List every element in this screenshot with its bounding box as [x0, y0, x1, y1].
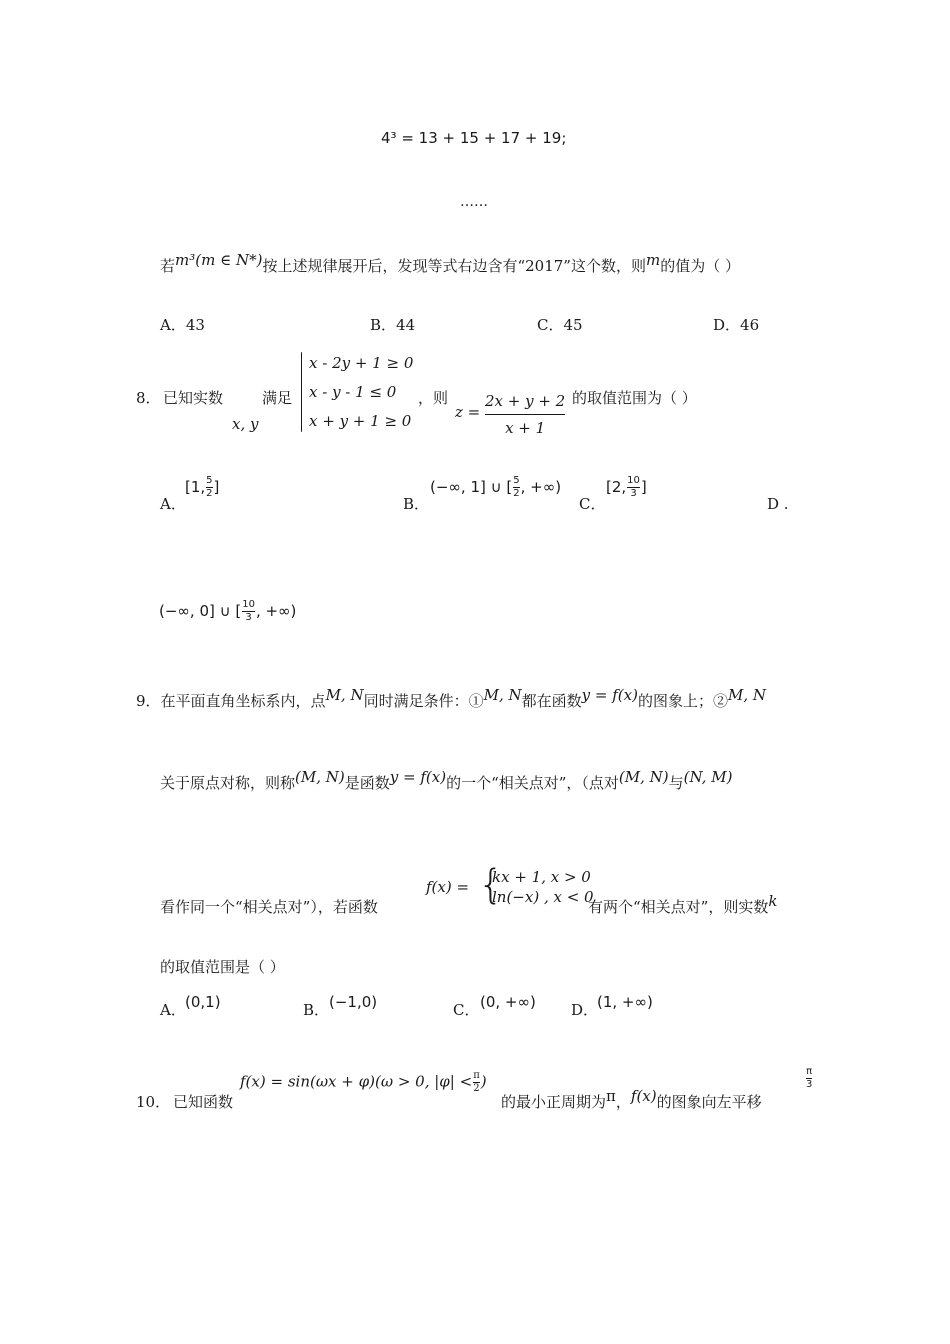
q7-post: 的值为（ ）	[660, 257, 740, 275]
q9-line-1: 9．在平面直角坐标系内，点M, N同时满足条件：①M, N都在函数y = f(x)的图象上；②M, N	[136, 686, 766, 710]
q9-option-b-value: (−1,0)	[329, 993, 378, 1011]
q7-math-m3: m³(m ∈ N*)	[175, 251, 263, 269]
q7-pre: 若	[160, 257, 176, 275]
q8-option-a-value: [1, $\frac{5}{2}$ ]	[185, 475, 220, 499]
q8-satisfy: 满足	[262, 389, 293, 407]
q8-option-c-letter: C．	[579, 495, 606, 513]
q8-frac-den: x + 1	[505, 419, 546, 437]
q7-option-d: D．46	[713, 316, 760, 334]
q8-option-c-value: [2, $\frac{10}{3}$ ]	[606, 475, 647, 499]
q9-case-1: kx + 1, x > 0	[492, 868, 591, 886]
q8-option-d-value: (−∞, 0] ∪ [ $\frac{10}{3}$ , +∞)	[159, 599, 297, 623]
q10-number: 10．	[136, 1093, 171, 1111]
q8-pre: 已知实数	[163, 389, 224, 407]
equation-line	[381, 131, 566, 146]
q9-line-3-b: 有两个“相关点对”，则实数k	[588, 892, 778, 916]
q8-then: ，则	[418, 389, 449, 407]
q9-option-c-letter: C．	[453, 1001, 480, 1019]
equation-text: 4³ = 13 + 15 + 17 + 19	[381, 129, 562, 147]
q7-option-c: C．45	[537, 316, 583, 334]
q10-pre: 已知函数	[173, 1093, 234, 1111]
q9-option-c-value: (0, +∞)	[480, 993, 536, 1011]
q7-math-m: m	[645, 251, 661, 269]
q9-option-a-value: (0,1)	[185, 993, 221, 1011]
q9-number: 9．	[136, 692, 161, 710]
q8-option-d-letter: D .	[767, 495, 789, 513]
q8-sys-2: x - y - 1 ≤ 0	[309, 383, 397, 401]
q9-option-d-value: (1, +∞)	[597, 993, 653, 1011]
q8-option-a-letter: A．	[160, 495, 186, 513]
q10-mid: 的最小正周期为π，f(x)的图象向左平移	[501, 1087, 762, 1111]
q9-case-2: ln(−x) , x < 0	[492, 888, 594, 906]
q10-fx: f(x) = sin(ωx + φ)(ω > 0, |φ| < $\frac{\pi}{2}$ )	[240, 1070, 487, 1094]
q8-number: 8．	[136, 389, 161, 407]
equation-end: ;	[561, 129, 567, 147]
q8-z: z =	[455, 403, 481, 421]
q8-vars: x, y	[232, 415, 259, 433]
q10-shift-fraction: $\frac{\pi}{3}$	[806, 1066, 813, 1090]
q9-line-2: 关于原点对称，则称(M, N)是函数y = f(x)的一个“相关点对”，（点对(M, N)与(N, M)	[160, 768, 733, 792]
q9-fx: f(x) =	[426, 878, 470, 896]
q8-system-brace	[301, 352, 302, 432]
ellipsis: ……	[460, 194, 488, 210]
q8-frac-num: 2x + y + 2	[485, 392, 566, 410]
q8-fraction	[485, 392, 565, 437]
q9-option-d-letter: D．	[571, 1001, 599, 1019]
q7-option-b: B．44	[370, 316, 416, 334]
q8-sys-1: x - 2y + 1 ≥ 0	[309, 354, 414, 372]
q8-post: 的取值范围为（ ）	[572, 389, 697, 407]
q8-option-b-value: (−∞, 1] ∪ [ $\frac{5}{2}$ , +∞)	[430, 475, 562, 499]
q7-mid: 按上述规律展开后，发现等式右边含有“2017”这个数，则	[262, 257, 646, 275]
q7-option-a: A．43	[160, 316, 205, 334]
q9-option-b-letter: B．	[303, 1001, 330, 1019]
q9-line-4: 的取值范围是（ ）	[160, 958, 285, 976]
q9-option-a-letter: A．	[160, 1001, 186, 1019]
q9-line-3-a: 看作同一个“相关点对”），若函数	[160, 898, 378, 916]
q8-option-b-letter: B．	[403, 495, 430, 513]
q8-sys-3: x + y + 1 ≥ 0	[309, 412, 412, 430]
q7-stem	[160, 251, 740, 275]
q9-piecewise-brace: {	[478, 862, 504, 908]
